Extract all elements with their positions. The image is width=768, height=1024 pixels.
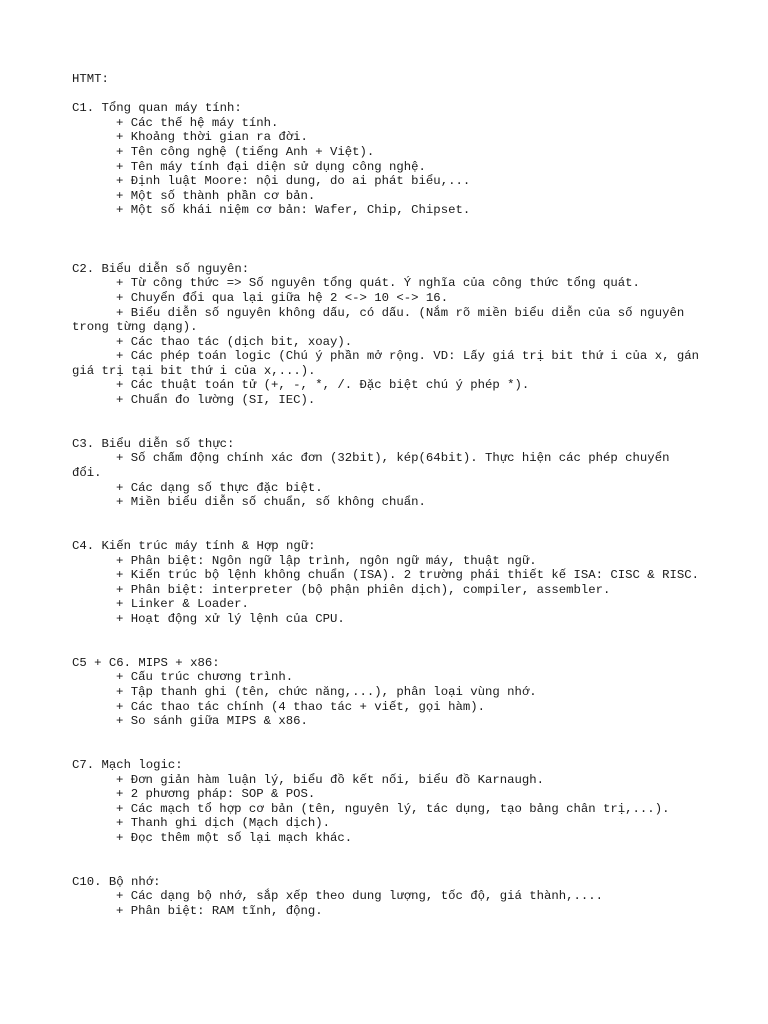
list-item: + Các dạng số thực đặc biệt.: [116, 480, 323, 495]
spacer: [72, 408, 704, 437]
list-item: + Hoạt động xử lý lệnh của CPU.: [116, 611, 345, 626]
section-c7: [72, 758, 704, 846]
list-item: + Phân biệt: Ngôn ngữ lập trình, ngôn ngữ máy, thuật ngữ.: [116, 553, 537, 568]
list-item: + Các thuật toán tử (+, -, *, /. Đặc biệt chú ý phép *).: [116, 378, 530, 393]
list-item: + Phân biệt: RAM tĩnh, động.: [116, 903, 323, 918]
section-heading: C10. Bộ nhớ:: [72, 874, 161, 889]
list-item: + Đơn giản hàm luận lý, biểu đồ kết nối, biểu đồ Karnaugh.: [116, 772, 545, 787]
spacer: [72, 845, 704, 874]
list-item: + 2 phương pháp: SOP & POS.: [116, 787, 316, 802]
section-c4: [72, 539, 704, 627]
list-item: + Định luật Moore: nội dung, do ai phát biểu,...: [116, 174, 471, 189]
list-item: + Các thế hệ máy tính.: [116, 115, 279, 130]
list-item: + Đọc thêm một số lại mạch khác.: [116, 830, 353, 845]
list-item: + Một số thành phần cơ bản.: [116, 188, 316, 203]
list-item: + Các dạng bộ nhớ, sắp xếp theo dung lượng, tốc độ, giá thành,....: [116, 889, 604, 904]
document-title: HTMT:: [72, 72, 109, 86]
list-item: + Từ công thức => Số nguyên tổng quát. Ý nghĩa của công thức tổng quát.: [116, 276, 640, 291]
list-item: + Tập thanh ghi (tên, chức năng,...), phân loại vùng nhớ.: [116, 684, 537, 699]
list-item: + Một số khái niệm cơ bản: Wafer, Chip, Chipset.: [116, 203, 471, 218]
section-heading: C5 + C6. MIPS + x86:: [72, 655, 220, 670]
spacer: [72, 729, 704, 758]
section-heading: C2. Biểu diễn số nguyên:: [72, 261, 250, 276]
list-item: + Linker & Loader.: [116, 597, 249, 612]
section-c2: [72, 261, 707, 408]
section-heading: C1. Tổng quan máy tính:: [72, 101, 242, 116]
spacer: [72, 510, 704, 539]
section-c5-c6: [72, 656, 704, 729]
list-item: + Các thao tác (dịch bit, xoay).: [116, 334, 353, 349]
list-item: + Kiến trúc bộ lệnh không chuẩn (ISA). 2 trường phái thiết kế ISA: CISC & RISC.: [116, 568, 699, 583]
list-item: + Biểu diễn số nguyên không dấu, có dấu. (Nắm rõ miền biểu diễn của số nguyên trong từng dạng).: [72, 305, 692, 335]
list-item: + Chuyển đổi qua lại giữa hệ 2 <-> 10 <-> 16.: [116, 290, 449, 305]
section-c3: [72, 437, 704, 510]
section-c10: [72, 875, 704, 919]
section-c1: [72, 101, 704, 218]
list-item: + Các thao tác chính (4 thao tác + viết, gọi hàm).: [116, 699, 485, 714]
list-item: + Chuẩn đo lường (SI, IEC).: [116, 393, 316, 408]
list-item: + Phân biệt: interpreter (bộ phận phiên dịch), compiler, assembler.: [116, 582, 611, 597]
list-item: + Miền biểu diễn số chuẩn, số không chuẩn.: [116, 495, 426, 510]
list-item: + Các phép toán logic (Chú ý phần mở rộng. VD: Lấy giá trị bit thứ i của x, gán giá trị tại bit thứ i của x,...).: [72, 349, 707, 378]
list-item: + Thanh ghi dịch (Mạch dịch).: [116, 816, 331, 831]
spacer: [72, 627, 704, 656]
list-item: + Số chấm động chính xác đơn (32bit), kép(64bit). Thực hiện các phép chuyển đổi.: [72, 451, 677, 481]
spacer: [72, 218, 704, 262]
section-heading: C3. Biểu diễn số thực:: [72, 436, 235, 451]
list-item: + Tên máy tính đại diện sử dụng công nghệ.: [116, 159, 426, 174]
section-heading: C7. Mạch logic:: [72, 757, 183, 772]
list-item: + Cấu trúc chương trình.: [116, 670, 294, 685]
document-page: [72, 72, 707, 918]
section-heading: C4. Kiến trúc máy tính & Hợp ngữ:: [72, 539, 316, 554]
list-item: + Khoảng thời gian ra đời.: [116, 130, 308, 145]
list-item: + Các mạch tổ hợp cơ bản (tên, nguyên lý, tác dụng, tạo bảng chân trị,...).: [116, 801, 670, 816]
list-item: + Tên công nghệ (tiếng Anh + Việt).: [116, 144, 375, 159]
list-item: + So sánh giữa MIPS & x86.: [116, 714, 308, 729]
